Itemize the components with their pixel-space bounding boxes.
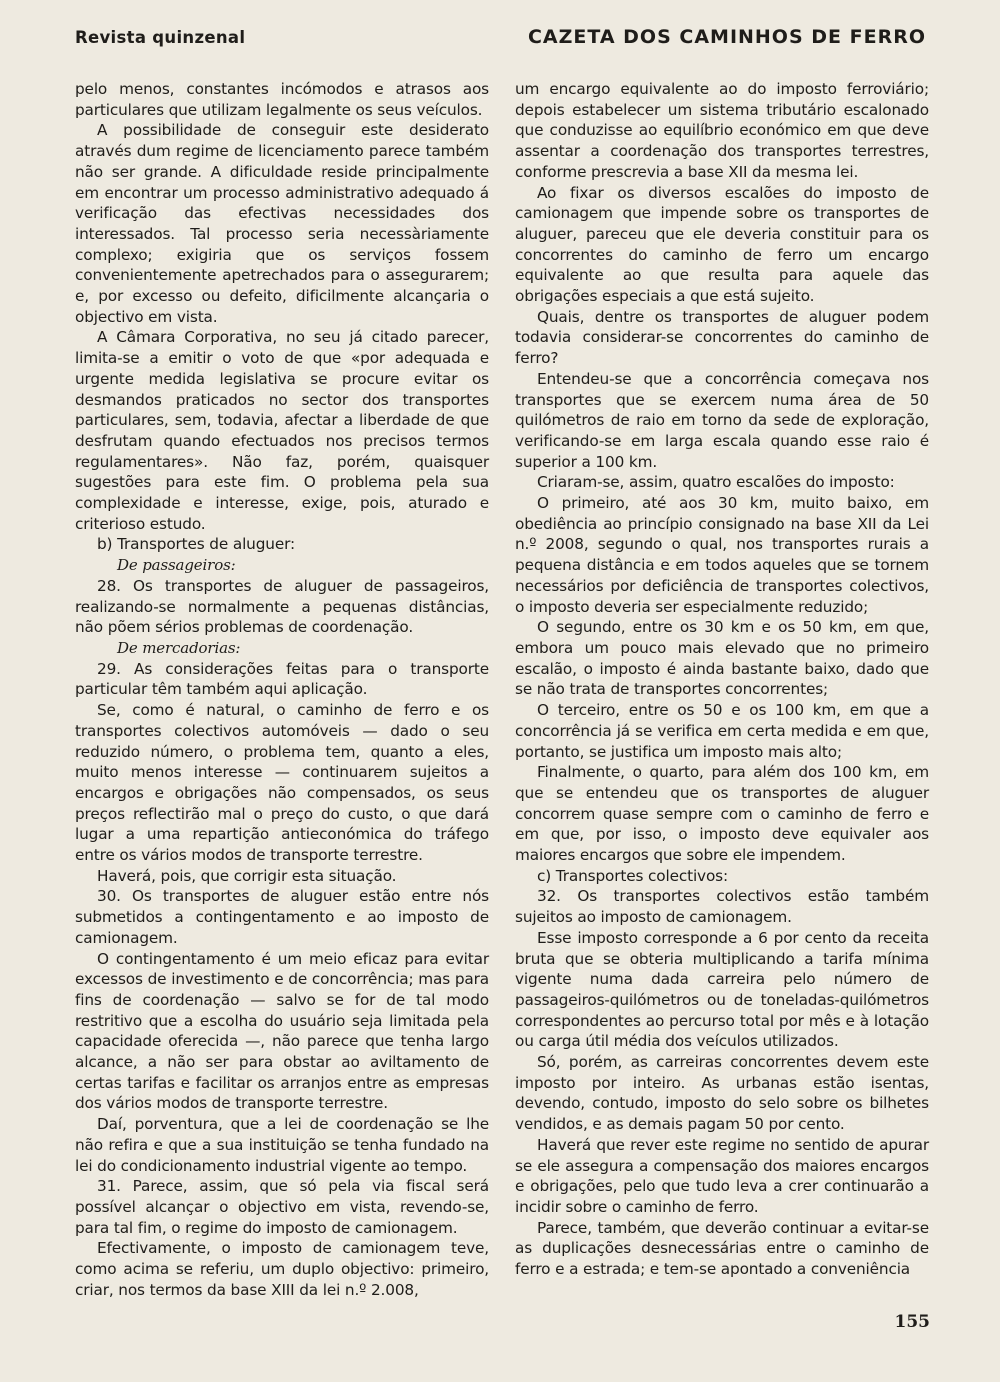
paragraph: Efectivamente, o imposto de camionagem teve, como acima se referiu, um duplo objectivo: primeiro, criar, nos termos da base XIII da lei n.º 2.008, <box>75 1239 489 1299</box>
paragraph: Finalmente, o quarto, para além dos 100 km, em que se entendeu que os transportes de aluguer concorrem quase sempre com o caminho de ferro e em que, por isso, o imposto deve equivaler aos maiores encargos que sobre ele impendem. <box>515 763 929 865</box>
paragraph: 31. Parece, assim, que só pela via fiscal será possível alcançar o objectivo em vista, revendo-se, para tal fim, o regime do imposto de camionagem. <box>75 1177 489 1237</box>
paragraph: O segundo, entre os 30 km e os 50 km, em que, embora um pouco mais elevado que no primeiro escalão, o imposto é ainda bastante baixo, dado que se não trata de transportes concorrentes; <box>515 618 929 699</box>
paragraph: Esse imposto corresponde a 6 por cento da receita bruta que se obteria multiplicando a tarifa mínima vigente numa dada carreira pelo número de passageiros-quilómetros ou de toneladas-quilómetros correspondentes ao percurso total por mês e à lotação ou carga útil média dos veículos utilizados. <box>515 928 929 1051</box>
text-column-left <box>75 79 489 1300</box>
paragraph: A possibilidade de conseguir este desiderato através dum regime de licenciamento parece também não ser grande. A dificuldade reside principalmente em encontrar um processo administrativo adequado á verificação das efectivas necessidades dos interessados. Tal processo seria necessàriamente complexo; exigiria que os serviços fossem convenientemente apetrechados para o assegurarem; e, por excesso ou defeito, dificilmente alcançaria o objectivo em vista. <box>75 121 489 326</box>
paragraph: Parece, também, que deverão continuar a evitar-se as duplicações desnecessárias entre o caminho de ferro e a estrada; e tem-se apontado a conveniência <box>515 1218 929 1279</box>
paragraph: um encargo equivalente ao do imposto ferroviário; depois estabelecer um sistema tributário escalonado que conduzisse ao equilíbrio económico em que deve assentar a coordenação dos transportes terrestres, conforme prescrevia a base XII da mesma lei. <box>515 80 929 181</box>
paragraph: Quais, dentre os transportes de aluguer podem todavia considerar-se concorrentes do caminho de ferro? <box>515 307 929 368</box>
running-head-left: Revista quinzenal <box>75 28 246 47</box>
paragraph: Só, porém, as carreiras concorrentes devem este imposto por inteiro. As urbanas estão isentas, devendo, contudo, imposto do selo sobre os bilhetes vendidos, e as demais pagam 50 por cento. <box>515 1053 929 1134</box>
paragraph: O primeiro, até aos 30 km, muito baixo, em obediência ao princípio consignado na base XII da Lei n.º 2008, segundo o qual, nos transportes rurais a pequena distância e em todos aqueles que se tornem necessários por deficiência de transportes colectivos, o imposto deveria ser especialmente reduzido; <box>515 494 929 616</box>
paragraph: Entendeu-se que a concorrência começava nos transportes que se exercem numa área de 50 quilómetros de raio em torno da sede de exploração, verificando-se em larga escala quando esse raio é superior a 100 km. <box>515 369 929 471</box>
paragraph: 32. Os transportes colectivos estão também sujeitos ao imposto de camionagem. <box>515 887 929 927</box>
paragraph: Daí, porventura, que a lei de coordenação se lhe não refira e que a sua instituição se tenha fundado na lei do condicionamento industrial vigente ao tempo. <box>75 1115 489 1175</box>
text-column-right <box>515 79 929 1280</box>
section-heading: c) Transportes colectivos: <box>537 866 728 885</box>
paragraph: pelo menos, constantes incómodos e atrasos aos particulares que utilizam legalmente os seus veículos. <box>75 80 489 119</box>
paragraph: Haverá, pois, que corrigir esta situação. <box>97 866 397 885</box>
subsection-heading: De mercadorias: <box>117 638 241 657</box>
paragraph: 30. Os transportes de aluguer estão entre nós submetidos a contingentamento e ao imposto de camionagem. <box>75 887 489 947</box>
paragraph: Ao fixar os diversos escalões do imposto de camionagem que impende sobre os transportes de aluguer, pareceu que ele deveria constituir para os concorrentes do caminho de ferro um encargo equivalente ao que resulta para aquele das obrigações especiais a que está sujeito. <box>515 183 929 306</box>
section-heading: b) Transportes de aluguer: <box>97 535 295 554</box>
paragraph: O contingentamento é um meio eficaz para evitar excessos de investimento e de concorrência; mas para fins de coordenação — salvo se for de tal modo restritivo que a escolha do usuário seja limitada pela capacidade oferecida —, não parece que tenha largo alcance, a não ser para obstar ao aviltamento de certas tarifas e facilitar os arranjos entre as empresas dos vários modos de transporte terrestre. <box>75 949 489 1113</box>
paragraph: O terceiro, entre os 50 e os 100 km, em que a concorrência já se verifica em certa medida e em que, portanto, se justifica um imposto mais alto; <box>515 701 929 761</box>
paragraph: Haverá que rever este regime no sentido de apurar se ele assegura a compensação dos maiores encargos e obrigações, pelo que tudo leva a crer continuarão a incidir sobre o caminho de ferro. <box>515 1135 929 1216</box>
paragraph: Se, como é natural, o caminho de ferro e os transportes colectivos automóveis — dado o seu reduzido número, o problema tem, quanto a eles, muito menos interesse — continuarem sujeitos a encargos e obrigações não compensados, os seus preços reflectirão mal o preço do custo, o que dará lugar a uma repartição antieconómica do tráfego entre os vários modos de transporte terrestre. <box>75 701 489 865</box>
page-number: 155 <box>894 1312 930 1332</box>
paragraph: A Câmara Corporativa, no seu já citado parecer, limita-se a emitir o voto de que «por adequada e urgente medida legislativa se procure evitar os desmandos praticados no sector dos transportes particulares, sem, todavia, afectar a liberdade de que desfrutam quando efectuados nos precisos termos regulamentares». Não faz, porém, quaisquer sugestões para este fim. O problema pela sua complexidade e interesse, exige, pois, aturado e criterioso estudo. <box>75 328 489 533</box>
paragraph: 28. Os transportes de aluguer de passageiros, realizando-se normalmente a pequenas distâncias, não põem sérios problemas de coordenação. <box>75 576 489 637</box>
subsection-heading: De passageiros: <box>117 556 236 575</box>
paragraph: Criaram-se, assim, quatro escalões do imposto: <box>537 473 895 492</box>
paragraph: 29. As considerações feitas para o transporte particular têm também aqui aplicação. <box>75 659 489 699</box>
running-head-right: CAZETA DOS CAMINHOS DE FERRO <box>527 26 926 48</box>
